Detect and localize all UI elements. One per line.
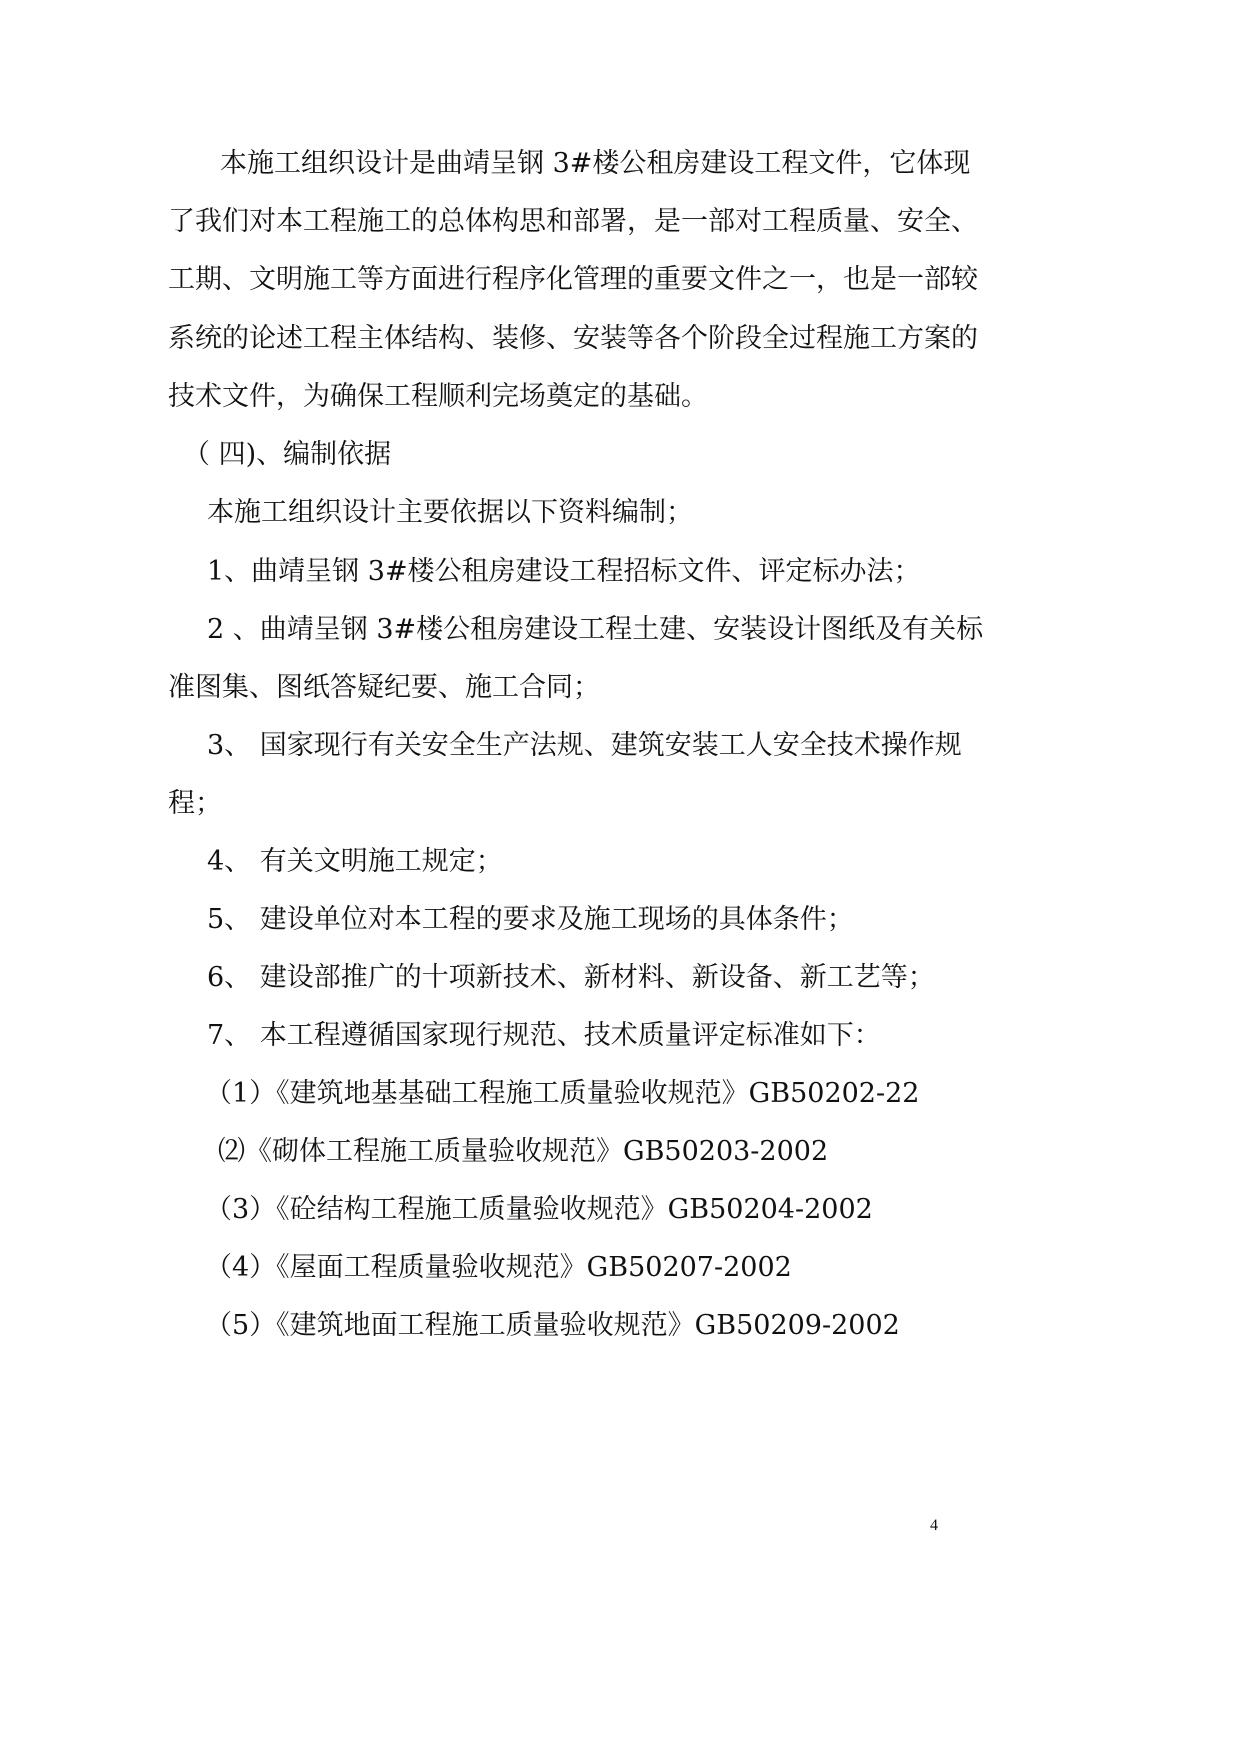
basis-item-7: 7、 本工程遵循国家现行规范、技术质量评定标准如下： <box>207 1020 881 1051</box>
basis-item-6: 6、 建设部推广的十项新技术、新材料、新设备、新工艺等； <box>207 962 935 993</box>
basis-item-3-line-1: 3、 国家现行有关安全生产法规、建筑安装工人安全技术操作规 <box>207 730 962 761</box>
standard-item-2: ⑵《砌体工程施工质量验收规范》GB50203-2002 <box>218 1136 829 1167</box>
section-heading: （ 四)、编制依据 <box>183 439 392 470</box>
intro-line-4: 系统的论述工程主体结构、装修、安装等各个阶段全过程施工方案的 <box>168 323 978 354</box>
intro-line-3: 工期、文明施工等方面进行程序化管理的重要文件之一，也是一部较 <box>168 264 978 295</box>
basis-item-5: 5、 建设单位对本工程的要求及施工现场的具体条件； <box>207 904 854 935</box>
standard-item-3: （3）《砼结构工程施工质量验收规范》GB50204-2002 <box>205 1194 873 1225</box>
intro-line-1: 本施工组织设计是曲靖呈钢 3#楼公租房建设工程文件，它体现 <box>220 148 971 179</box>
intro-line-5: 技术文件，为确保工程顺利完场奠定的基础。 <box>168 381 708 412</box>
standard-item-5: （5）《建筑地面工程施工质量验收规范》GB50209-2002 <box>205 1310 900 1341</box>
intro-line-2: 了我们对本工程施工的总体构思和部署，是一部对工程质量、安全、 <box>168 206 978 237</box>
basis-item-2-line-1: 2 、曲靖呈钢 3#楼公租房建设工程土建、安装设计图纸及有关标 <box>207 614 984 645</box>
basis-item-3-line-2: 程； <box>168 788 222 819</box>
basis-item-1: 1、曲靖呈钢 3#楼公租房建设工程招标文件、评定标办法； <box>207 556 921 587</box>
page-number: 4 <box>930 1517 938 1534</box>
section-intro: 本施工组织设计主要依据以下资料编制； <box>207 497 693 528</box>
standard-item-1: （1）《建筑地基基础工程施工质量验收规范》GB50202-22 <box>205 1078 920 1109</box>
standard-item-4: （4）《屋面工程质量验收规范》GB50207-2002 <box>205 1252 792 1283</box>
basis-item-2-line-2: 准图集、图纸答疑纪要、施工合同； <box>168 672 600 703</box>
basis-item-4: 4、 有关文明施工规定； <box>207 846 503 877</box>
